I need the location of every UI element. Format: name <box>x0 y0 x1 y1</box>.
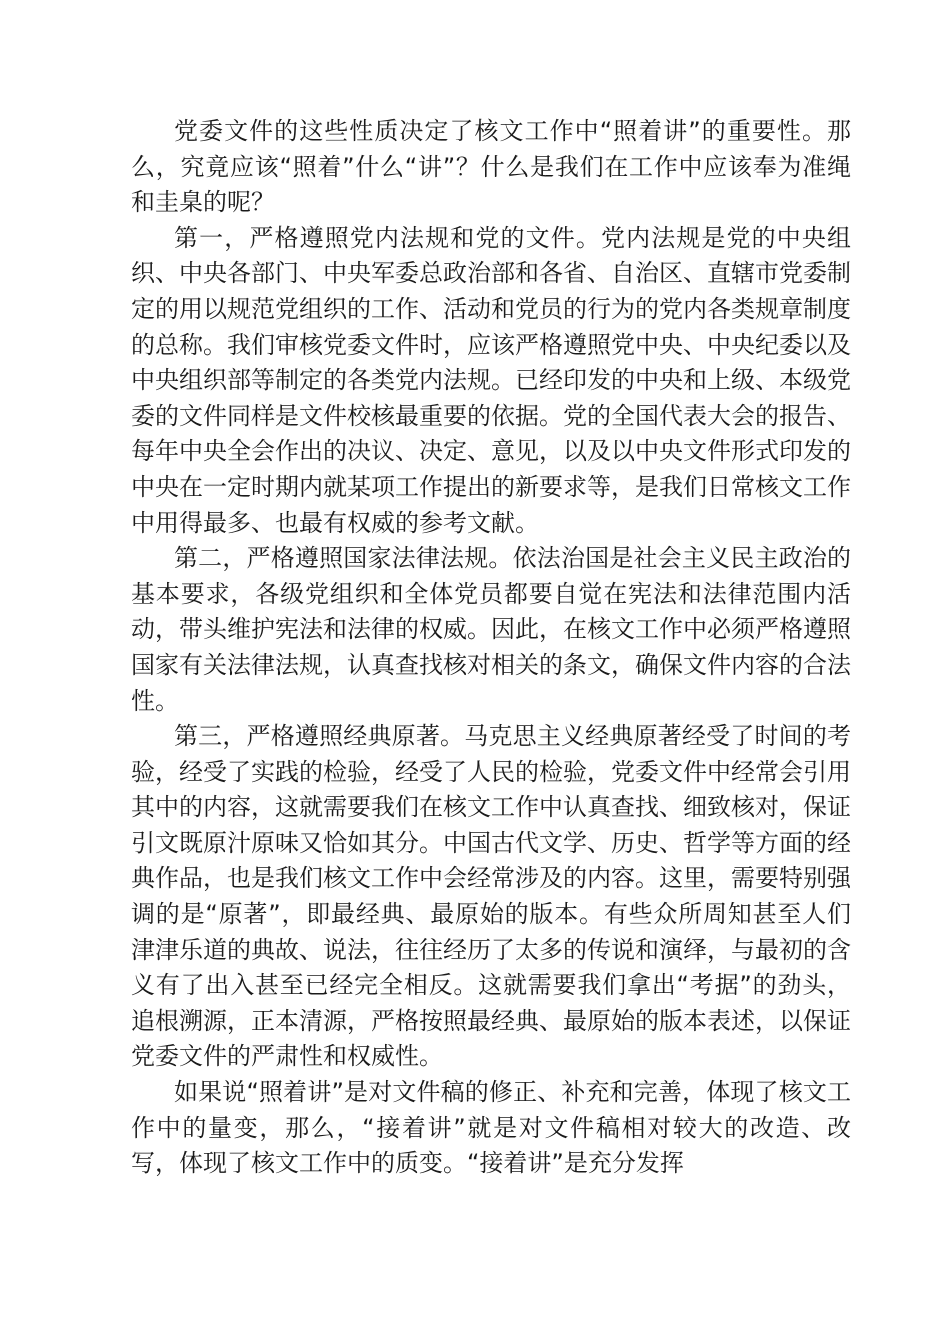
document-body <box>131 114 851 1182</box>
paragraph-third-point: 第三，严格遵照经典原著。马克思主义经典原著经受了时间的考验，经受了实践的检验，经受了人民的检验，党委文件中经常会引用其中的内容，这就需要我们在核文工作中认真查找、细致核对，保证引文既原汁原味又恰如其分。中国古代文学、历史、哲学等方面的经典作品，也是我们核文工作中会经常涉及的内容。这里，需要特别强调的是“原著”，即最经典、最原始的版本。有些众所周知甚至人们津津乐道的典故、说法，往往经历了太多的传说和演绎，与最初的含义有了出入甚至已经完全相反。这就需要我们拿出“考据”的劲头，追根溯源，正本清源，严格按照最经典、最原始的版本表述，以保证党委文件的严肃性和权威性。 <box>131 722 851 1071</box>
paragraph-first-point: 第一，严格遵照党内法规和党的文件。党内法规是党的中央组织、中央各部门、中央军委总政治部和各省、自治区、直辖市党委制定的用以规范党组织的工作、活动和党员的行为的党内各类规章制度的总称。我们审核党委文件时，应该严格遵照党中央、中央纪委以及中央组织部等制定的各类党内法规。已经印发的中央和上级、本级党委的文件同样是文件校核最重要的依据。党的全国代表大会的报告、每年中央全会作出的决议、决定、意见，以及以中央文件形式印发的中央在一定时期内就某项工作提出的新要求等，是我们日常核文工作中用得最多、也最有权威的参考文献。 <box>131 223 851 537</box>
paragraph-continuation: 如果说“照着讲”是对文件稿的修正、补充和完善，体现了核文工作中的量变，那么，“接着讲”就是对文件稿相对较大的改造、改写，体现了核文工作中的质变。“接着讲”是充分发挥 <box>131 1078 851 1178</box>
paragraph-second-point: 第二，严格遵照国家法律法规。依法治国是社会主义民主政治的基本要求，各级党组织和全体党员都要自觉在宪法和法律范围内活动，带头维护宪法和法律的权威。因此，在核文工作中必须严格遵照国家有关法律法规，认真查找核对相关的条文，确保文件内容的合法性。 <box>131 544 851 715</box>
paragraph-intro: 党委文件的这些性质决定了核文工作中“照着讲”的重要性。那么，究竟应该“照着”什么“讲”？什么是我们在工作中应该奉为准绳和圭臬的呢？ <box>131 117 851 217</box>
